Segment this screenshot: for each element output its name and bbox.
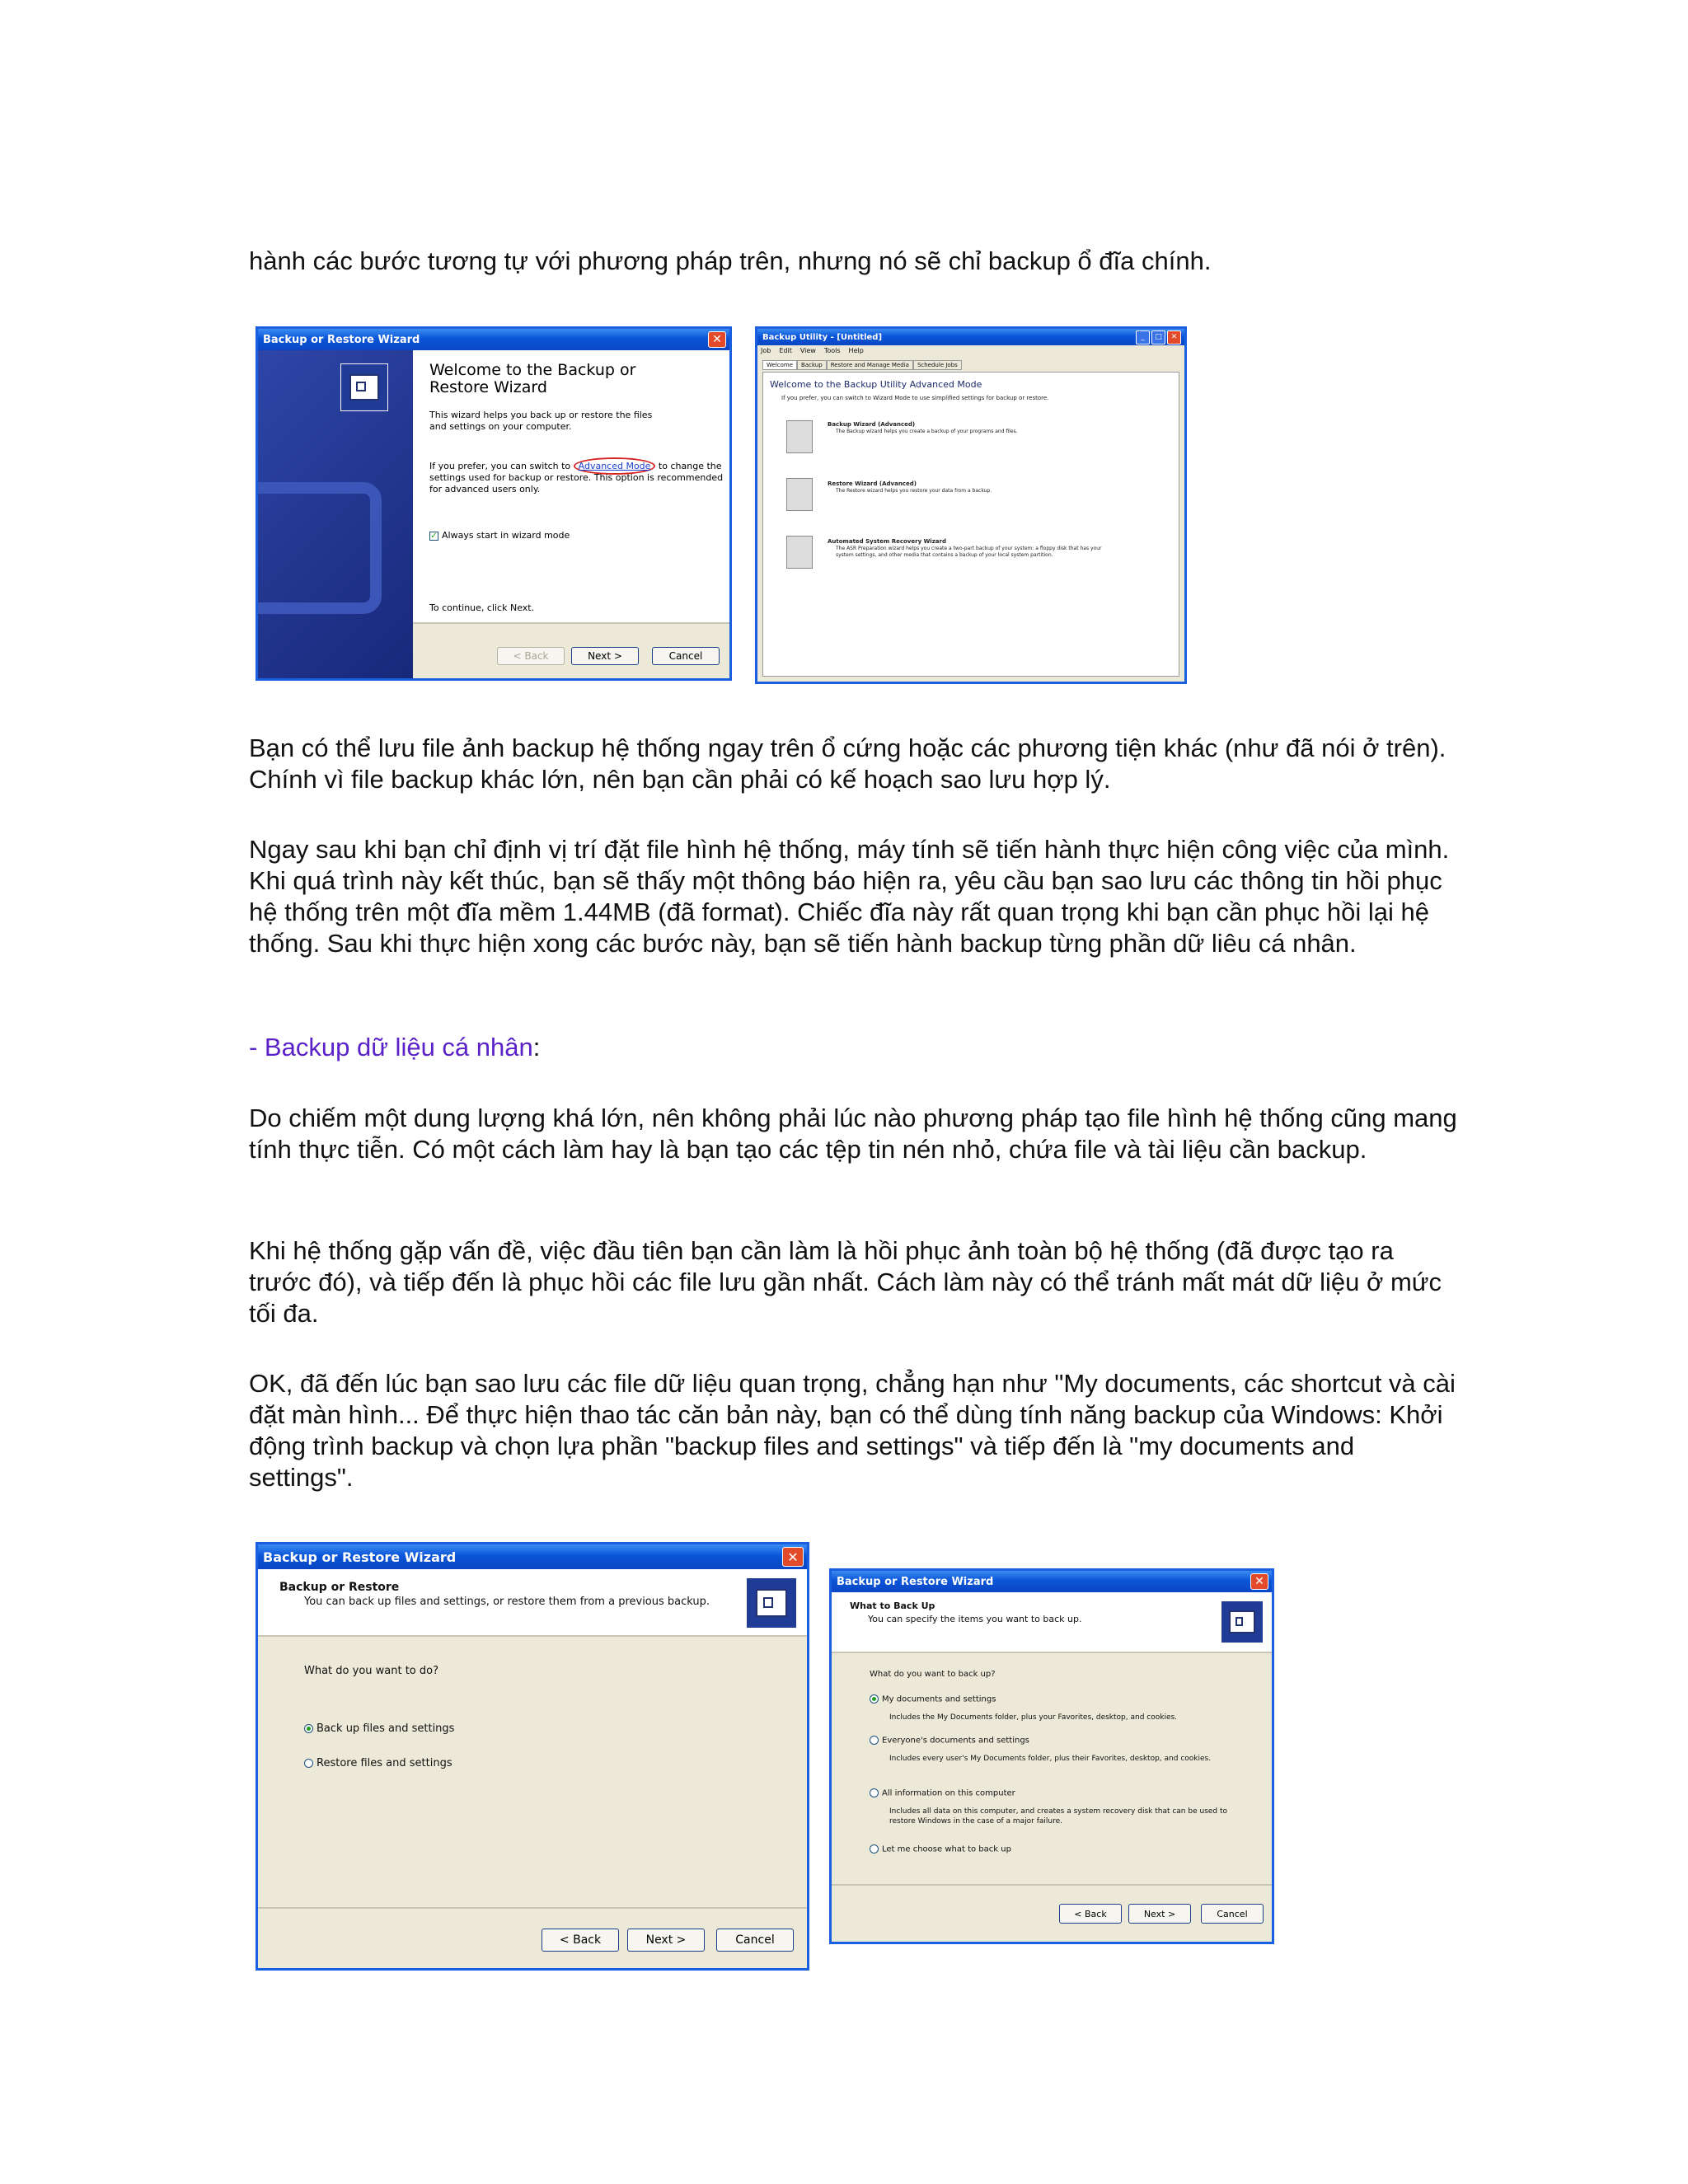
option-everyone[interactable] — [870, 1736, 1029, 1746]
panel-heading: Welcome to the Backup Utility Advanced Mode — [770, 379, 982, 390]
radio-selected[interactable] — [304, 1724, 313, 1733]
screenshot-what-to-back-up — [829, 1568, 1274, 1944]
cancel-button[interactable]: Cancel — [652, 647, 720, 665]
wizard-subheading: You can back up files and settings, or restore them from a previous backup. — [304, 1596, 710, 1608]
paragraph-6: OK, đã đến lúc bạn sao lưu các file dữ liệu quan trọng, chẳng hạn như "My documents, các shortcut và cài đặt màn hình... Để thực hiện thao tác căn bản này, bạn có thể dùng tính năng backup của Windows: Khởi động trình backup và chọn lựa phần "backup files and settings" và tiếp đến là "my documents and settings". — [249, 1369, 1456, 1492]
checkbox-checked[interactable]: ✓ — [430, 531, 438, 541]
advanced-mode-text — [429, 461, 726, 495]
radio-unselected[interactable] — [870, 1736, 879, 1745]
backup-wizard-icon — [1221, 1601, 1264, 1643]
option-label: Restore files and settings — [316, 1757, 452, 1769]
panel-subtext: If you prefer, you can switch to Wizard Mode to use simplified settings for backup or restore. — [781, 395, 1049, 401]
tab-strip — [762, 360, 962, 370]
option-label: Everyone's documents and settings — [882, 1736, 1029, 1746]
screenshot-backup-or-restore — [256, 1542, 809, 1971]
heading-colon: : — [532, 1033, 541, 1062]
radio-selected[interactable] — [870, 1694, 879, 1704]
option-let-me-choose[interactable] — [870, 1844, 1011, 1854]
menu-bar — [761, 347, 864, 354]
option-restore[interactable] — [304, 1757, 452, 1769]
menu-tools[interactable]: Tools — [823, 347, 841, 354]
paragraph-2: Bạn có thể lưu file ảnh backup hệ thống ngay trên ổ cứng hoặc các phương tiện khác (như đã nói ở trên). Chính vì file backup khác lớn, nên bạn cần phải có kế hoạch sao lưu hợp lý. — [249, 733, 1447, 794]
close-icon[interactable]: ✕ — [708, 331, 726, 348]
option-label: All information on this computer — [882, 1788, 1015, 1798]
wizard-heading: Backup or Restore — [279, 1581, 400, 1594]
wizard-side-banner — [258, 350, 413, 678]
backup-wizard-icon[interactable] — [786, 420, 813, 453]
menu-edit[interactable]: Edit — [779, 347, 792, 354]
switch-text-after: to change the settings used for backup or restore. This option is recommended for advanced users only. — [429, 461, 724, 494]
wizard-heading: Welcome to the Backup or Restore Wizard — [429, 361, 636, 396]
always-wizard-option[interactable] — [429, 530, 570, 541]
continue-hint: To continue, click Next. — [429, 602, 535, 613]
separator — [413, 622, 729, 624]
close-icon[interactable]: ✕ — [782, 1547, 804, 1567]
minimize-icon[interactable]: _ — [1136, 330, 1150, 344]
menu-job[interactable]: Job — [761, 347, 771, 354]
tab-welcome[interactable]: Welcome — [762, 360, 797, 370]
wizard-subheading: You can specify the items you want to back up. — [868, 1614, 1082, 1624]
wizard-content — [413, 350, 729, 622]
paragraph-4: Do chiếm một dung lượng khá lớn, nên không phải lúc nào phương pháp tạo file hình hệ thống cũng mang tính thực tiễn. Có một cách làm hay là bạn tạo các tệp tin nén nhỏ, chứa file và tài liệu cần backup. — [249, 1104, 1457, 1164]
item-desc-restore: The Restore wizard helps you restore your data from a backup. — [836, 488, 992, 494]
option-label: My documents and settings — [882, 1694, 996, 1704]
item-title-asr[interactable]: Automated System Recovery Wizard — [828, 538, 946, 545]
option-backup[interactable] — [304, 1722, 454, 1735]
wizard-header — [832, 1592, 1272, 1653]
backup-wizard-icon — [340, 363, 388, 411]
asr-wizard-icon[interactable] — [786, 536, 813, 569]
cancel-button[interactable]: Cancel — [716, 1929, 794, 1952]
next-button[interactable]: Next > — [571, 647, 639, 665]
item-desc-backup: The Backup wizard helps you create a backup of your programs and files. — [836, 429, 1018, 434]
back-button[interactable]: < Back — [1059, 1904, 1122, 1924]
back-button[interactable]: < Back — [497, 647, 565, 665]
close-icon[interactable]: ✕ — [1250, 1573, 1268, 1590]
window-title: Backup Utility - [Untitled] — [757, 329, 1184, 345]
option-label: Back up files and settings — [316, 1722, 455, 1735]
back-button[interactable]: < Back — [542, 1929, 619, 1952]
close-icon[interactable]: ✕ — [1167, 330, 1181, 344]
radio-unselected[interactable] — [304, 1759, 313, 1768]
menu-help[interactable]: Help — [848, 347, 864, 354]
option-my-documents[interactable] — [870, 1694, 996, 1704]
option-description: Includes the My Documents folder, plus your Favorites, desktop, and cookies. — [889, 1713, 1178, 1722]
radio-unselected[interactable] — [870, 1844, 879, 1854]
restore-wizard-icon[interactable] — [786, 478, 813, 511]
radio-unselected[interactable] — [870, 1788, 879, 1797]
switch-text-before: If you prefer, you can switch to — [429, 461, 574, 471]
paragraph-1: hành các bước tương tự với phương pháp trên, nhưng nó sẽ chỉ backup ổ đĩa chính. — [249, 246, 1212, 275]
item-desc-asr: The ASR Preparation wizard helps you create a two-part backup of your system: a floppy disk that has your system settings, and other media that contains a backup of your local system partition. — [836, 546, 1102, 558]
next-button[interactable]: Next > — [627, 1929, 705, 1952]
backup-wizard-icon — [746, 1577, 797, 1629]
menu-view[interactable]: View — [799, 347, 816, 354]
advanced-mode-link[interactable]: Advanced Mode — [574, 457, 656, 475]
screenshot-backup-utility — [755, 326, 1187, 684]
wizard-header — [258, 1569, 807, 1637]
cancel-button[interactable]: Cancel — [1201, 1904, 1264, 1924]
window-title: Backup or Restore Wizard — [832, 1571, 1272, 1592]
welcome-panel — [762, 372, 1179, 677]
watermark-graphic — [256, 482, 382, 614]
tab-schedule[interactable]: Schedule Jobs — [913, 360, 962, 370]
separator — [832, 1884, 1272, 1886]
section-heading — [249, 1032, 1461, 1063]
question-label: What do you want to back up? — [870, 1670, 996, 1679]
window-title: Backup or Restore Wizard — [258, 1544, 807, 1569]
option-label: Let me choose what to back up — [882, 1844, 1011, 1854]
option-description: Includes all data on this computer, and creates a system recovery disk that can be used to restore Windows in the case of a major failure. — [889, 1807, 1228, 1825]
next-button[interactable]: Next > — [1128, 1904, 1191, 1924]
maximize-icon[interactable]: □ — [1151, 330, 1165, 344]
wizard-description: This wizard helps you back up or restore the files and settings on your computer. — [429, 410, 653, 432]
option-all-information[interactable] — [870, 1788, 1015, 1798]
option-description: Includes every user's My Documents folder, plus their Favorites, desktop, and cookies. — [889, 1755, 1212, 1763]
screenshot-welcome-wizard — [256, 326, 732, 681]
separator — [258, 1907, 807, 1909]
question-label: What do you want to do? — [304, 1665, 439, 1677]
paragraph-5: Khi hệ thống gặp vấn đề, việc đầu tiên bạn cần làm là hồi phục ảnh toàn bộ hệ thống (đã được tạo ra trước đó), và tiếp đến là phục hồi các file lưu gần nhất. Cách làm này có thể tránh mất mát dữ liệu ở mức tối đa. — [249, 1236, 1442, 1328]
wizard-heading: What to Back Up — [850, 1601, 935, 1611]
paragraph-3: Ngay sau khi bạn chỉ định vị trí đặt file hình hệ thống, máy tính sẽ tiến hành thực hiện công việc của mình. Khi quá trình này kết thúc, bạn sẽ thấy một thông báo hiện ra, yêu cầu bạn sao lưu các thông tin hồi phục hệ thống trên một đĩa mềm 1.44MB (đã format). Chiếc đĩa này rất quan trọng khi bạn cần phục hồi lại hệ thống. Sau khi thực hiện xong các bước này, bạn sẽ tiến hành backup từng phần dữ liêu cá nhân. — [249, 835, 1450, 958]
tab-backup[interactable]: Backup — [797, 360, 827, 370]
window-title: Backup or Restore Wizard — [258, 329, 729, 350]
tab-restore[interactable]: Restore and Manage Media — [827, 360, 913, 370]
item-title-restore[interactable]: Restore Wizard (Advanced) — [828, 480, 917, 487]
section-heading-text: - Backup dữ liệu cá nhân — [249, 1033, 533, 1062]
window-controls — [1136, 330, 1181, 344]
item-title-backup[interactable]: Backup Wizard (Advanced) — [828, 421, 916, 428]
checkbox-label: Always start in wizard mode — [442, 530, 570, 541]
